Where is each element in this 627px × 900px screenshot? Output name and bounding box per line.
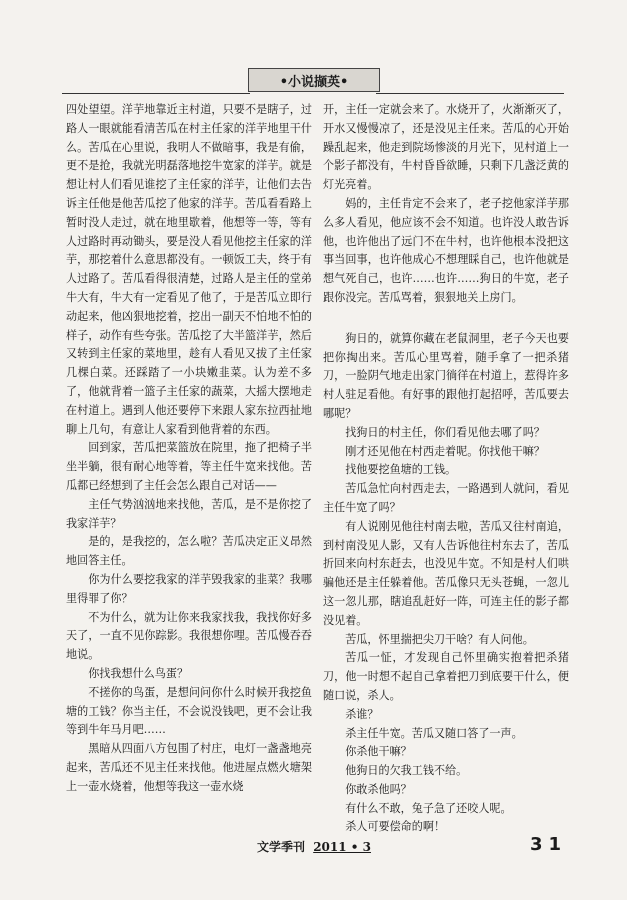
paragraph: 开，主任一定就会来了。水烧开了，火渐渐灭了，开水又慢慢凉了，还是没见主任来。苦瓜的心开始躁乱起来，他走到院场惨淡的月光下，见村道上一个影子都没有，牛村昏昏欲睡，只剩下几盏泛黄的灯光亮着。 — [323, 103, 569, 192]
paragraph: 找他要挖鱼塘的工钱。 — [345, 463, 457, 477]
paragraph: 有什么不敢，兔子急了还咬人呢。 — [345, 801, 512, 815]
header-rule-right — [376, 93, 564, 94]
paragraph: 不为什么，就为让你来我家找我，我找你好多天了，一直不见你踪影。我很想你哩。苦瓜慢吞吞地说。 — [66, 610, 312, 662]
paragraph: 狗日的，就算你藏在老鼠洞里，老子今天也要把你掏出来。苦瓜心里骂着，随手拿了一把杀猪刀，一脸阴气地走出家门徜徉在村道上，惹得许多村人驻足看他。有好事的跟他打起招呼，苦瓜要去哪呢？ — [323, 331, 569, 420]
paragraph: 杀人可要偿命的啊！ — [345, 820, 446, 834]
paragraph: 回到家，苦瓜把菜篮放在院里，拖了把椅子半坐半躺，很有耐心地等着，等主任牛宽来找他。苦瓜都已经想到了主任会怎么跟自己对话—— — [66, 441, 312, 492]
paragraph: 四处望望。洋芋地靠近主村道，只要不是瞎子，过路人一眼就能看清苦瓜在村主任家的洋芋地里干什么。苦瓜在心里说，我明人不做暗事，我是有偷，更不是抢，我就光明磊落地挖牛宽家的洋芋。就是想让村人们看见谁挖了主任家的洋芋，让他们去告诉主任他是他苦瓜挖了他家的洋芋。苦瓜看看路上暂时没人走过，就在地里歇着，他想等一等，等有人过路时再动锄头，要是没人看见他挖主任家的洋芋，那挖着什么意思都没有。一顿饭工夫，终于有人过路了。苦瓜看得很清楚，过路人是主任的堂弟牛大有，牛大有一定看见了他了，于是苦瓜立即行动起来，他凶狠地挖着，挖出一副天不怕地不怕的样子，动作有些夸张。苦瓜挖了大半篮洋芋，然后又转到主任家的菜地里，趁有人看见又拔了主任家几棵白菜。还踩踏了一小块嫩韭菜。认为差不多了，他就背着一篮子主任家的蔬菜，大摇大摆地走在村道上。遇到人他还要停下来跟人家东拉西扯地聊上几句，有意让人家看到他背着的东西。 — [66, 103, 312, 436]
paragraph: 黑暗从四面八方包围了村庄，电灯一盏盏地亮起来，苦瓜还不见主任来找他。他进屋点燃火塘架上一壶水烧着，他想等我这一壶水烧 — [66, 742, 312, 793]
paragraph: 你为什么要挖我家的洋芋毁我家的韭菜？我哪里得罪了你？ — [66, 572, 312, 605]
section-title: •小说撷英• — [279, 74, 349, 90]
right-text-column — [323, 101, 569, 837]
paragraph: 杀主任牛宽。苦瓜又随口答了一声。 — [345, 726, 523, 740]
left-text-column — [66, 101, 312, 796]
paragraph: 杀谁？ — [345, 707, 379, 721]
paragraph: 找狗日的村主任，你们看见他去哪了吗？ — [345, 425, 545, 439]
paragraph: 你杀他干嘛？ — [345, 745, 412, 759]
header-rule-left — [62, 93, 250, 94]
page-number: 31 — [530, 834, 568, 855]
paragraph: 有人说刚见他往村南去啦，苦瓜又往村南追，到村南没见人影，又有人告诉他往村东去了，苦瓜折回来向村东赶去，也没见牛宽。不知是村人们哄骗他还是主任躲着他。苦瓜像只无头苍蝇，一忽儿这一忽儿那，瞎追乱赶好一阵，可连主任的影子都没见着。 — [323, 519, 569, 627]
paragraph: 主任气势汹汹地来找他，苦瓜，是不是你挖了我家洋芋？ — [66, 497, 312, 530]
journal-issue: 2011 • 3 — [313, 840, 371, 854]
journal-name: 文学季刊 — [257, 840, 306, 854]
paragraph: 苦瓜，怀里揣把尖刀干啥？有人问他。 — [345, 632, 534, 646]
paragraph: 你敢杀他吗？ — [345, 782, 412, 796]
journal-footer — [257, 838, 407, 855]
paragraph: 苦瓜急忙向村西走去，一路遇到人就问，看见主任牛宽了吗？ — [323, 482, 569, 514]
paragraph: 不搓你的鸟蛋，是想问问你什么时候开我挖鱼塘的工钱？你当主任，不会说没钱吧，更不会让我等到牛年马月吧…… — [66, 685, 312, 737]
paragraph: 苦瓜一怔，才发现自己怀里确实抱着把杀猪刀，他一时想不起自己拿着把刀到底要干什么，便随口说，杀人。 — [323, 651, 569, 702]
paragraph: 妈的，主任肯定不会来了，老子挖他家洋芋那么多人看见，他应该不会不知道。也许没人敢告诉他，也许他出了远门不在牛村，也许他根本没把这事当回事，也许他成心不想理睬自己，也许他就是想气死自己，也许……也许……狗日的牛宽，老子跟你没完。苦瓜骂着，狠狠地关上房门。 — [323, 196, 569, 304]
section-title-banner — [248, 68, 380, 92]
paragraph: 他狗日的欠我工钱不给。 — [345, 764, 468, 778]
paragraph: 是的，是我挖的，怎么啦？苦瓜决定正义昂然地回答主任。 — [66, 535, 312, 568]
paragraph: 刚才还见他在村西走着呢。你找他干嘛？ — [345, 444, 545, 458]
paragraph: 你找我想什么鸟蛋？ — [88, 666, 189, 680]
